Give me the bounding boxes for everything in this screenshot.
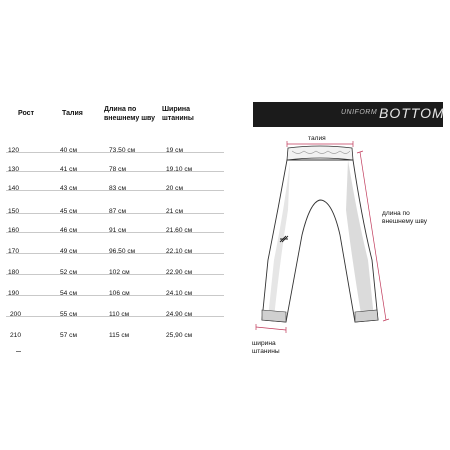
header-leg-width bbox=[162, 106, 194, 123]
cell-length: 91 см bbox=[109, 227, 126, 234]
cell-width: 20 см bbox=[166, 185, 183, 192]
row-divider bbox=[6, 316, 224, 317]
cell-height: 130 bbox=[8, 166, 20, 173]
banner-small-text: UNIFORM bbox=[341, 109, 378, 116]
table-row bbox=[6, 269, 224, 276]
cell-width: 21,60 см bbox=[166, 227, 193, 234]
table-row bbox=[6, 147, 224, 154]
cell-height: 150 bbox=[8, 208, 20, 215]
cell-height: 170 bbox=[8, 248, 20, 255]
table-row bbox=[6, 248, 224, 255]
cell-waist: 40 см bbox=[60, 147, 77, 154]
cell-length: 110 см bbox=[109, 311, 130, 318]
cell-width: 19,10 см bbox=[166, 166, 193, 173]
cell-width: 21 см bbox=[166, 208, 183, 215]
header-height: Рост bbox=[18, 110, 34, 117]
row-divider bbox=[6, 295, 224, 296]
row-divider bbox=[6, 232, 224, 233]
table-row bbox=[6, 290, 224, 297]
left-cuff bbox=[262, 310, 286, 322]
leg-width-label-line2: штанины bbox=[252, 348, 280, 355]
uniform-bottom-banner bbox=[253, 102, 443, 127]
cell-waist: 46 см bbox=[60, 227, 77, 234]
cell-length: 78 см bbox=[109, 166, 126, 173]
cell-length: 106 см bbox=[109, 290, 130, 297]
cell-width: 24,10 см bbox=[166, 290, 193, 297]
row-divider bbox=[6, 171, 224, 172]
right-cuff bbox=[355, 310, 378, 322]
table-row bbox=[6, 332, 224, 339]
cell-width: 19 см bbox=[166, 147, 183, 154]
row-divider bbox=[6, 152, 224, 153]
header-outer-seam-line1: Длина по bbox=[104, 106, 137, 113]
cell-height: 200 bbox=[10, 311, 22, 318]
cell-width: 22,10 см bbox=[166, 248, 193, 255]
cell-width: 22,90 см bbox=[166, 269, 193, 276]
row-divider bbox=[6, 253, 224, 254]
table-row bbox=[6, 227, 224, 234]
cell-waist: 52 см bbox=[60, 269, 77, 276]
cell-waist: 41 см bbox=[60, 166, 77, 173]
cell-length: 96,50 см bbox=[109, 248, 136, 255]
pants-diagram bbox=[240, 130, 440, 345]
table-row bbox=[6, 311, 224, 318]
footnote-mark bbox=[16, 351, 21, 352]
cell-length: 102 см bbox=[109, 269, 130, 276]
cell-length: 73,50 см bbox=[109, 147, 136, 154]
cell-waist: 54 см bbox=[60, 290, 77, 297]
header-leg-width-line2: штанины bbox=[162, 114, 194, 122]
cell-height: 180 bbox=[8, 269, 20, 276]
row-divider bbox=[6, 190, 224, 191]
row-divider bbox=[6, 213, 224, 214]
cell-waist: 57 см bbox=[60, 332, 77, 339]
cell-length: 115 см bbox=[109, 332, 130, 339]
banner-title: BOTTOM bbox=[379, 105, 445, 121]
cell-waist: 45 см bbox=[60, 208, 77, 215]
leg-width-measure-line bbox=[256, 327, 286, 330]
cell-waist: 43 см bbox=[60, 185, 77, 192]
cell-width: 25,90 см bbox=[166, 332, 193, 339]
row-divider bbox=[6, 274, 224, 275]
header-outer-seam bbox=[104, 106, 155, 123]
header-waist: Талия bbox=[62, 110, 83, 117]
cell-waist: 49 см bbox=[60, 248, 77, 255]
table-row bbox=[6, 208, 224, 215]
leg-width-label-line1: ширина bbox=[252, 340, 276, 347]
cell-height: 140 bbox=[8, 185, 20, 192]
cell-height: 160 bbox=[8, 227, 20, 234]
header-outer-seam-line2: внешнему шву bbox=[104, 114, 156, 122]
cell-length: 83 см bbox=[109, 185, 126, 192]
waist-label: талия bbox=[308, 135, 326, 142]
cell-height: 120 bbox=[8, 147, 20, 154]
cell-height: 190 bbox=[8, 290, 20, 297]
cell-height: 210 bbox=[10, 332, 22, 339]
cell-waist: 55 см bbox=[60, 311, 77, 318]
cell-length: 87 см bbox=[109, 208, 126, 215]
outer-seam-label-line1: длина по bbox=[382, 210, 410, 217]
table-row bbox=[6, 185, 224, 192]
cell-width: 24,90 см bbox=[166, 311, 193, 318]
header-leg-width-line1: Ширина bbox=[162, 106, 191, 113]
outer-seam-label-line2: внешнему шву bbox=[382, 218, 428, 225]
table-row bbox=[6, 166, 224, 173]
